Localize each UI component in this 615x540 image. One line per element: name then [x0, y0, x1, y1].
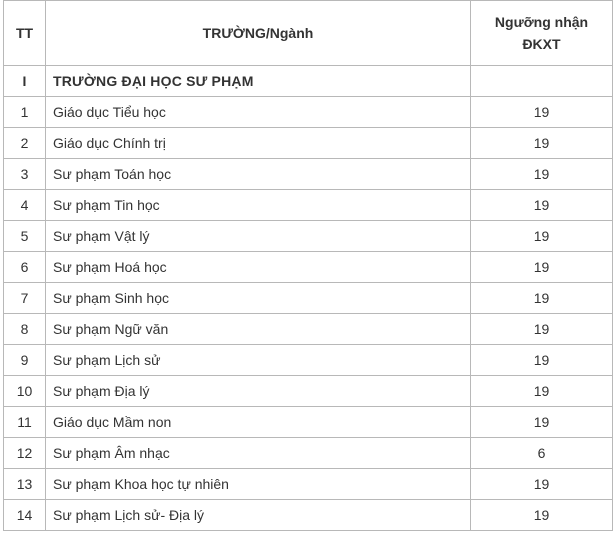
- table-row: [4, 438, 613, 469]
- table-header: [4, 1, 613, 66]
- row-name: Sư phạm Toán học: [46, 159, 471, 190]
- row-tt: 10: [4, 376, 46, 407]
- row-name: Sư phạm Tin học: [46, 190, 471, 221]
- row-name: Sư phạm Lịch sử- Địa lý: [46, 500, 471, 531]
- row-name: Giáo dục Tiểu học: [46, 97, 471, 128]
- table-row: [4, 97, 613, 128]
- row-tt: 5: [4, 221, 46, 252]
- table-body: [4, 66, 613, 531]
- row-score: 19: [471, 500, 613, 531]
- row-name: Sư phạm Khoa học tự nhiên: [46, 469, 471, 500]
- row-name: Sư phạm Vật lý: [46, 221, 471, 252]
- table-row: [4, 283, 613, 314]
- row-score: 19: [471, 97, 613, 128]
- table-row: [4, 314, 613, 345]
- row-score: 19: [471, 190, 613, 221]
- row-name: Sư phạm Hoá học: [46, 252, 471, 283]
- group-tt: I: [4, 66, 46, 97]
- header-row: [4, 1, 613, 66]
- row-score: 19: [471, 159, 613, 190]
- row-score: 19: [471, 128, 613, 159]
- row-score: 19: [471, 345, 613, 376]
- table-row: [4, 190, 613, 221]
- row-name: Sư phạm Sinh học: [46, 283, 471, 314]
- row-tt: 7: [4, 283, 46, 314]
- row-tt: 12: [4, 438, 46, 469]
- row-tt: 4: [4, 190, 46, 221]
- row-tt: 14: [4, 500, 46, 531]
- row-name: Sư phạm Lịch sử: [46, 345, 471, 376]
- header-name: TRƯỜNG/Ngành: [46, 1, 471, 66]
- table-row: [4, 159, 613, 190]
- row-tt: 13: [4, 469, 46, 500]
- row-tt: 9: [4, 345, 46, 376]
- group-score: [471, 66, 613, 97]
- row-tt: 1: [4, 97, 46, 128]
- row-score: 19: [471, 314, 613, 345]
- table-row: [4, 345, 613, 376]
- row-score: 19: [471, 252, 613, 283]
- row-tt: 8: [4, 314, 46, 345]
- group-row: [4, 66, 613, 97]
- group-name: TRƯỜNG ĐẠI HỌC SƯ PHẠM: [46, 66, 471, 97]
- admission-table-container: [3, 0, 612, 531]
- header-tt: TT: [4, 1, 46, 66]
- header-score: [471, 1, 613, 66]
- admission-threshold-table: [3, 0, 613, 531]
- table-row: [4, 221, 613, 252]
- row-name: Sư phạm Ngữ văn: [46, 314, 471, 345]
- row-score: 19: [471, 221, 613, 252]
- row-name: Sư phạm Âm nhạc: [46, 438, 471, 469]
- table-row: [4, 500, 613, 531]
- table-row: [4, 376, 613, 407]
- table-row: [4, 469, 613, 500]
- header-score-line1: Ngưỡng nhận: [494, 14, 589, 30]
- row-tt: 2: [4, 128, 46, 159]
- row-score: 19: [471, 407, 613, 438]
- row-tt: 3: [4, 159, 46, 190]
- row-score: 19: [471, 376, 613, 407]
- row-name: Sư phạm Địa lý: [46, 376, 471, 407]
- table-row: [4, 252, 613, 283]
- row-name: Giáo dục Chính trị: [46, 128, 471, 159]
- row-name: Giáo dục Mầm non: [46, 407, 471, 438]
- row-score: 19: [471, 283, 613, 314]
- row-score: 6: [471, 438, 613, 469]
- row-score: 19: [471, 469, 613, 500]
- row-tt: 11: [4, 407, 46, 438]
- header-score-line2: ĐKXT: [522, 36, 561, 52]
- table-row: [4, 407, 613, 438]
- row-tt: 6: [4, 252, 46, 283]
- table-row: [4, 128, 613, 159]
